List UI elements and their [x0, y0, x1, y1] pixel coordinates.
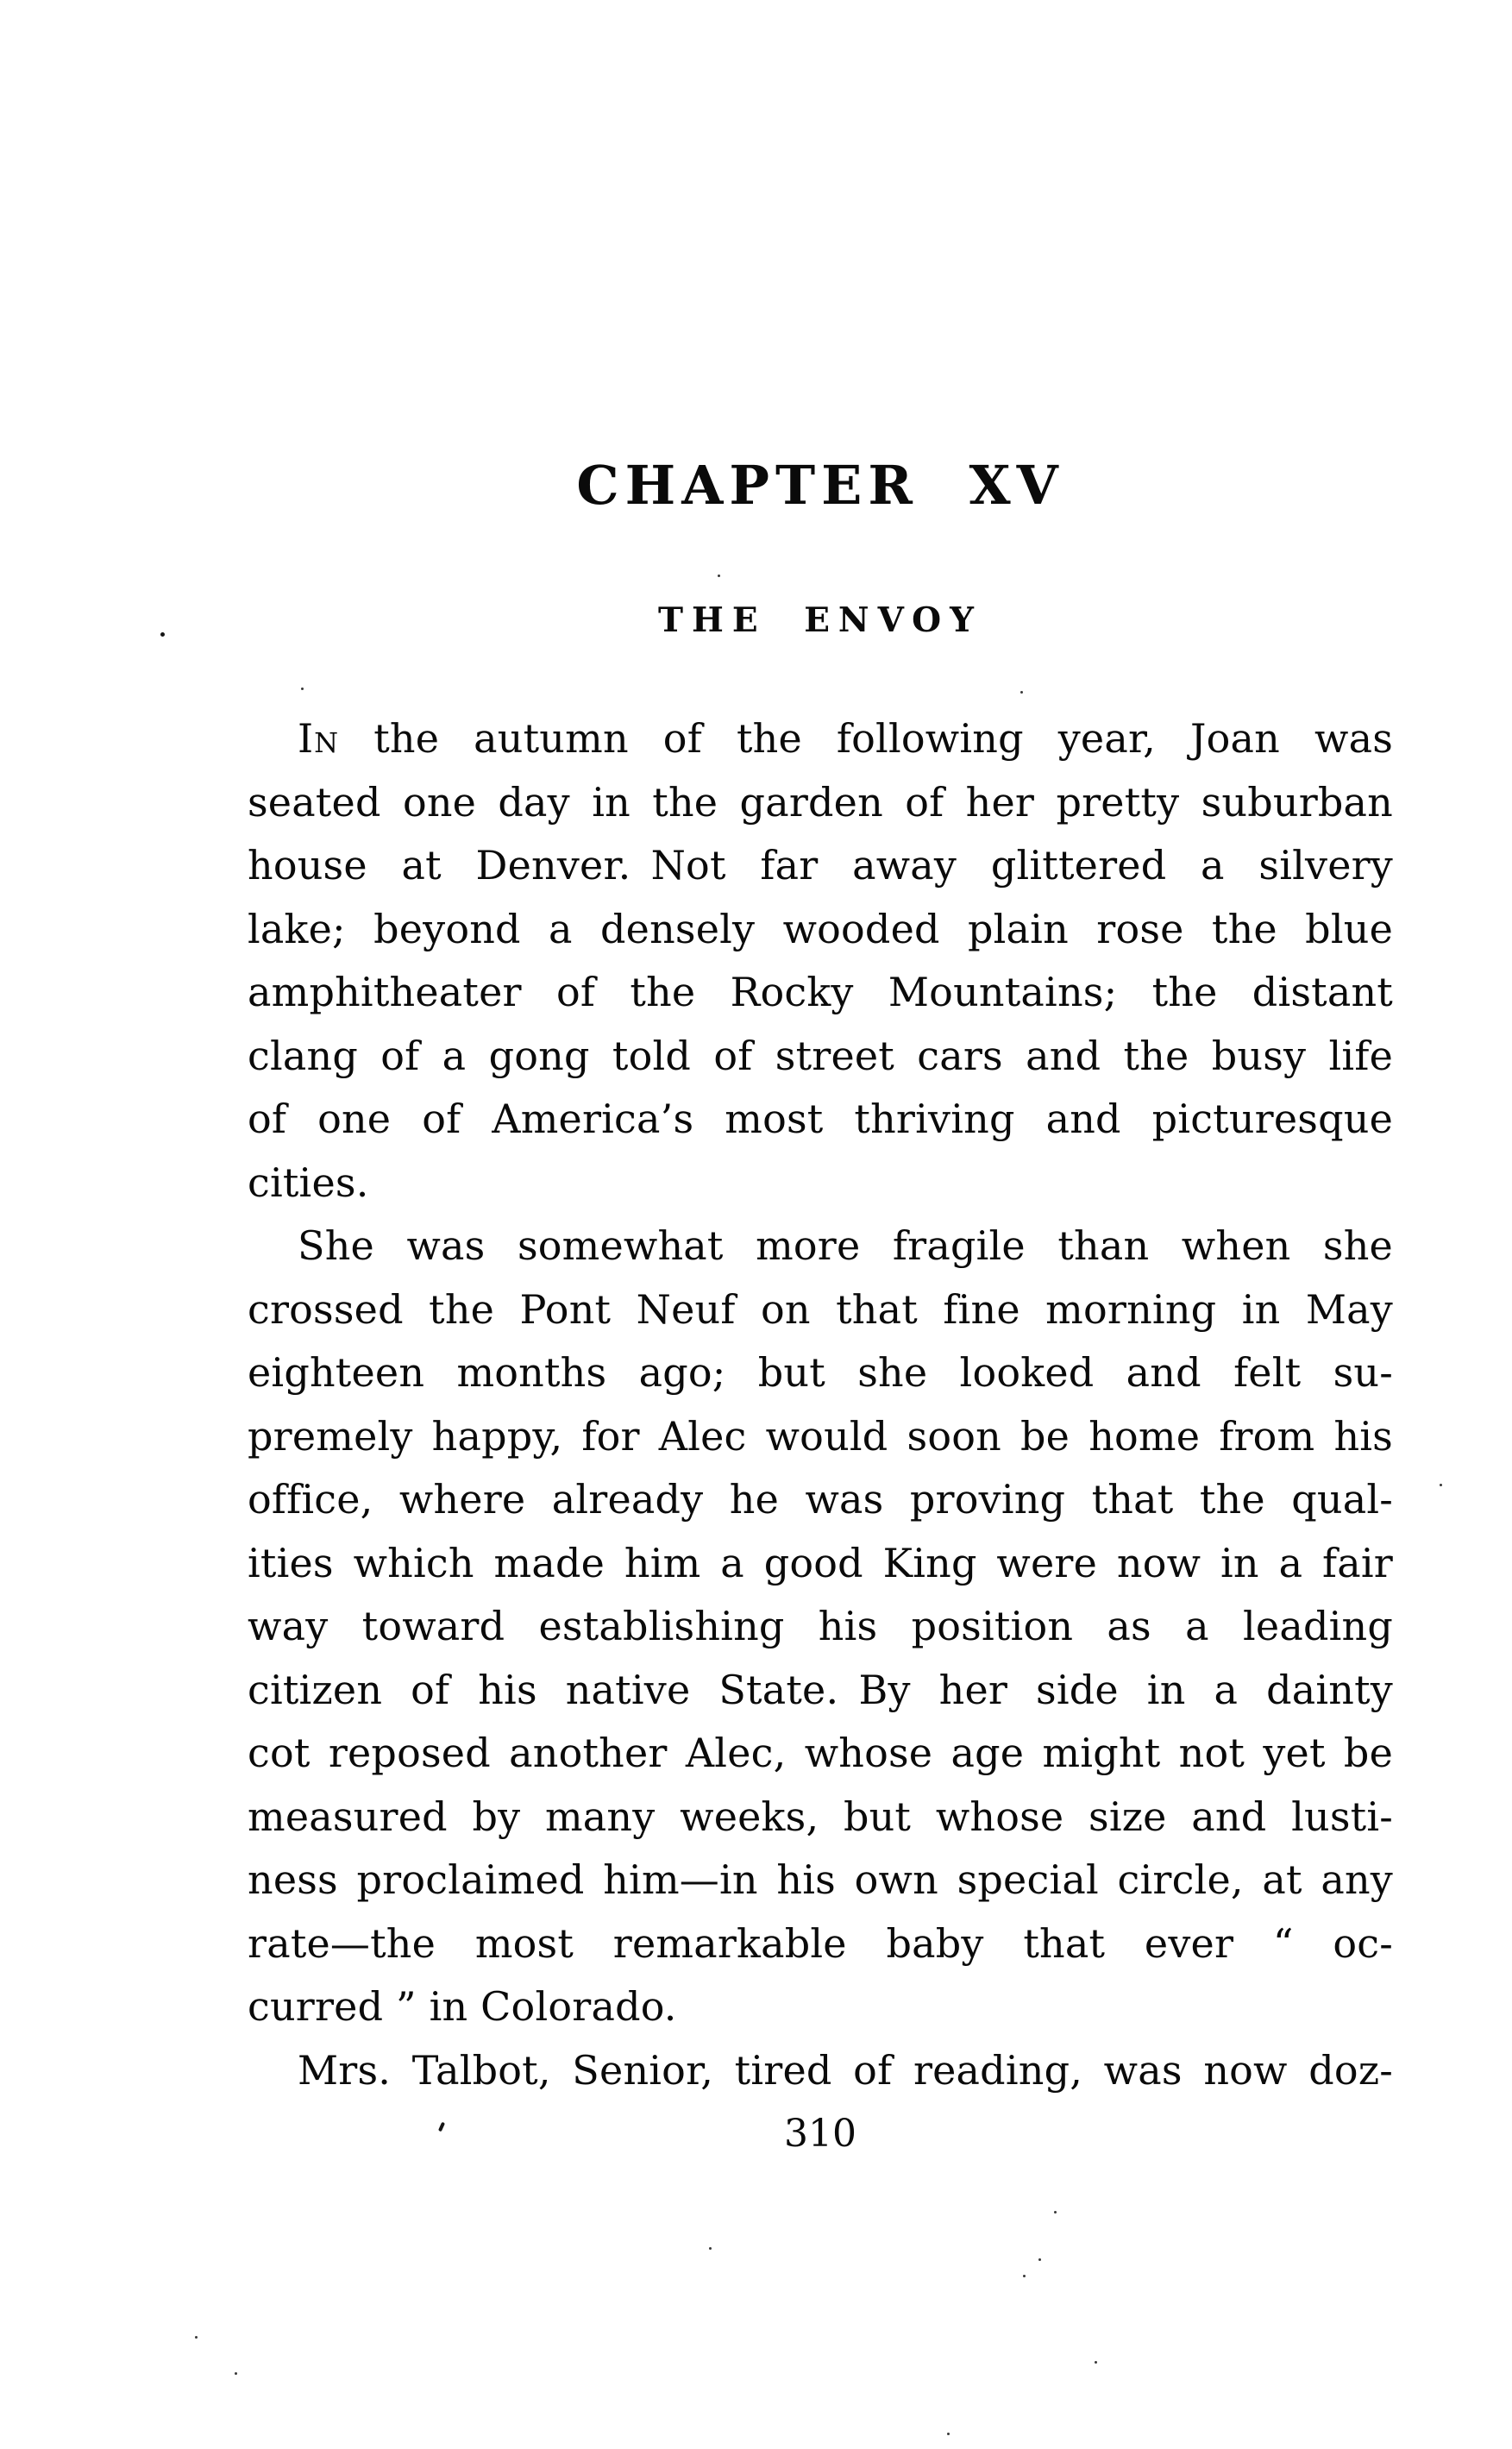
page-number: 310	[784, 2112, 856, 2156]
scan-speck	[947, 2433, 950, 2435]
scan-speck	[718, 575, 720, 577]
scan-speck	[160, 632, 165, 637]
text-line: crossed the Pont Neuf on that fine morning in May	[248, 1285, 1393, 1333]
scan-speck	[301, 688, 304, 690]
scan-speck	[709, 2247, 712, 2250]
text-line: clang of a gong told of street cars and the busy life	[248, 1032, 1393, 1079]
text-line: of one of America’s most thriving and picturesque	[248, 1096, 1393, 1142]
text-line: She was somewhat more fragile than when she	[298, 1222, 1393, 1269]
text-line: citizen of his native State. By her side in a dainty	[248, 1666, 1393, 1713]
text-line: ities which made him a good King were now in a fair	[248, 1539, 1393, 1586]
text-line: cities.	[248, 1159, 369, 1206]
scan-speck	[235, 2372, 237, 2375]
scan-speck	[1020, 691, 1023, 694]
text-line	[248, 707, 1393, 771]
scan-speck	[1095, 2361, 1097, 2364]
text-line: house at Denver. Not far away glittered a silvery	[248, 842, 1393, 889]
text-line: amphitheater of the Rocky Mountains; the distant	[248, 969, 1393, 1015]
scan-speck	[1440, 1484, 1442, 1486]
text-line: rate—the most remarkable baby that ever “ oc-	[248, 1919, 1393, 1967]
text-line: seated one day in the garden of her pretty suburban	[248, 778, 1393, 826]
paragraph-1	[248, 707, 1393, 1215]
chapter-heading: CHAPTER XV	[576, 454, 1064, 517]
chapter-subtitle: THE ENVOY	[658, 600, 982, 640]
scan-speck	[1023, 2275, 1026, 2277]
text-line: lake; beyond a densely wooded plain rose the blue	[248, 905, 1393, 952]
scan-speck	[1038, 2258, 1041, 2261]
line-text: the autumn of the following year, Joan was	[339, 715, 1393, 762]
text-line: Mrs. Talbot, Senior, tired of reading, was now doz-	[298, 2046, 1393, 2094]
scan-speck	[1054, 2211, 1057, 2214]
text-line: premely happy, for Alec would soon be home from his	[248, 1412, 1393, 1460]
text-line: measured by many weeks, but whose size and lusti-	[248, 1793, 1393, 1840]
text-line: eighteen months ago; but she looked and felt su-	[248, 1349, 1393, 1396]
scan-speck	[195, 2336, 198, 2339]
text-line: office, where already he was proving that the qual-	[248, 1476, 1393, 1523]
body-text	[248, 707, 1393, 2102]
text-line: curred ” in Colorado.	[248, 1983, 677, 2030]
text-line: way toward establishing his position as a leading	[248, 1603, 1393, 1649]
text-line: cot reposed another Alec, whose age might not yet be	[248, 1730, 1393, 1776]
text-line: ness proclaimed him—in his own special circle, at any	[248, 1856, 1393, 1903]
paragraph-3	[248, 2039, 1393, 2103]
lead-word: In	[298, 715, 340, 762]
paragraph-2	[248, 1215, 1393, 2039]
